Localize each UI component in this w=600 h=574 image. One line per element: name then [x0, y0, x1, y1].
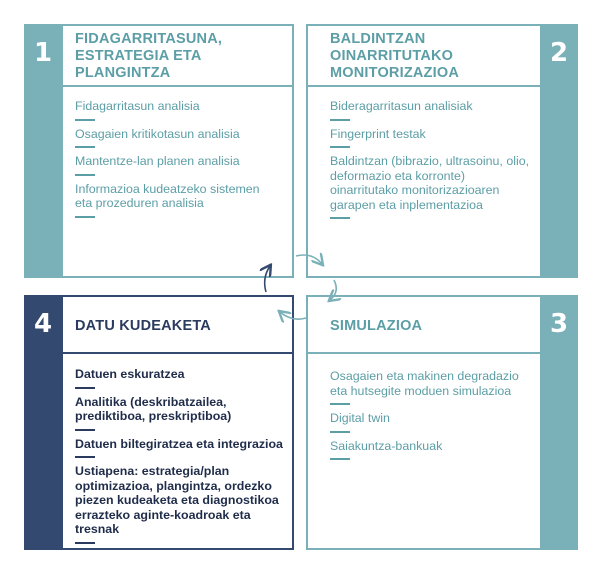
arrow-3-to-4 [280, 312, 306, 319]
list-item: Analitika (deskribatzailea, prediktiboa, preskriptiboa) [75, 395, 287, 431]
quadrant-2-number: 2 [540, 24, 578, 278]
list-item: Osagaien eta makinen degradazio eta hutsegite moduen simulazioa [330, 369, 530, 405]
list-item: Fidagarritasun analisia [75, 99, 280, 121]
list-item: Datuen biltegiratzea eta integrazioa [75, 437, 287, 459]
list-item: Informazioa kudeatzeko sistemen eta prozeduren analisia [75, 182, 280, 218]
quadrant-1-number: 1 [24, 24, 62, 278]
quadrant-3-title: SIMULAZIOA [330, 318, 423, 334]
arrow-2-to-3 [330, 280, 336, 300]
list-item: Fingerprint testak [330, 127, 530, 149]
list-item: Bideragarritasun analisiak [330, 99, 530, 121]
list-item: Saiakuntza-bankuak [330, 439, 530, 461]
quadrant-1-title: FIDAGARRITASUNA, ESTRATEGIA ETA PLANGINTZA [75, 31, 223, 81]
quadrant-3-number: 3 [540, 295, 578, 550]
list-item: Baldintzan (bibrazio, ultrasoinu, olio, deformazio eta korronte) oinarritutako monitorizazioaren garapen eta inplementazioa [330, 154, 530, 219]
quadrant-4-number: 4 [24, 295, 62, 550]
quadrant-2-title: BALDINTZAN OINARRITUTAKO MONITORIZAZIOA [330, 31, 459, 81]
list-item: Osagaien kritikotasun analisia [75, 127, 280, 149]
arrow-1-to-2 [296, 255, 322, 264]
list-item: Datuen eskuratzea [75, 367, 287, 389]
list-item: Mantentze-lan planen analisia [75, 154, 280, 176]
arrow-4-to-1 [265, 266, 270, 292]
list-item: Digital twin [330, 411, 530, 433]
list-item: Ustiapena: estrategia/plan optimizazioa, plangintza, ordezko piezen kudeaketa eta diagnostikoa errazteko aginte-koadroak eta tresnak [75, 464, 287, 544]
quadrant-4-title: DATU KUDEAKETA [75, 318, 211, 334]
